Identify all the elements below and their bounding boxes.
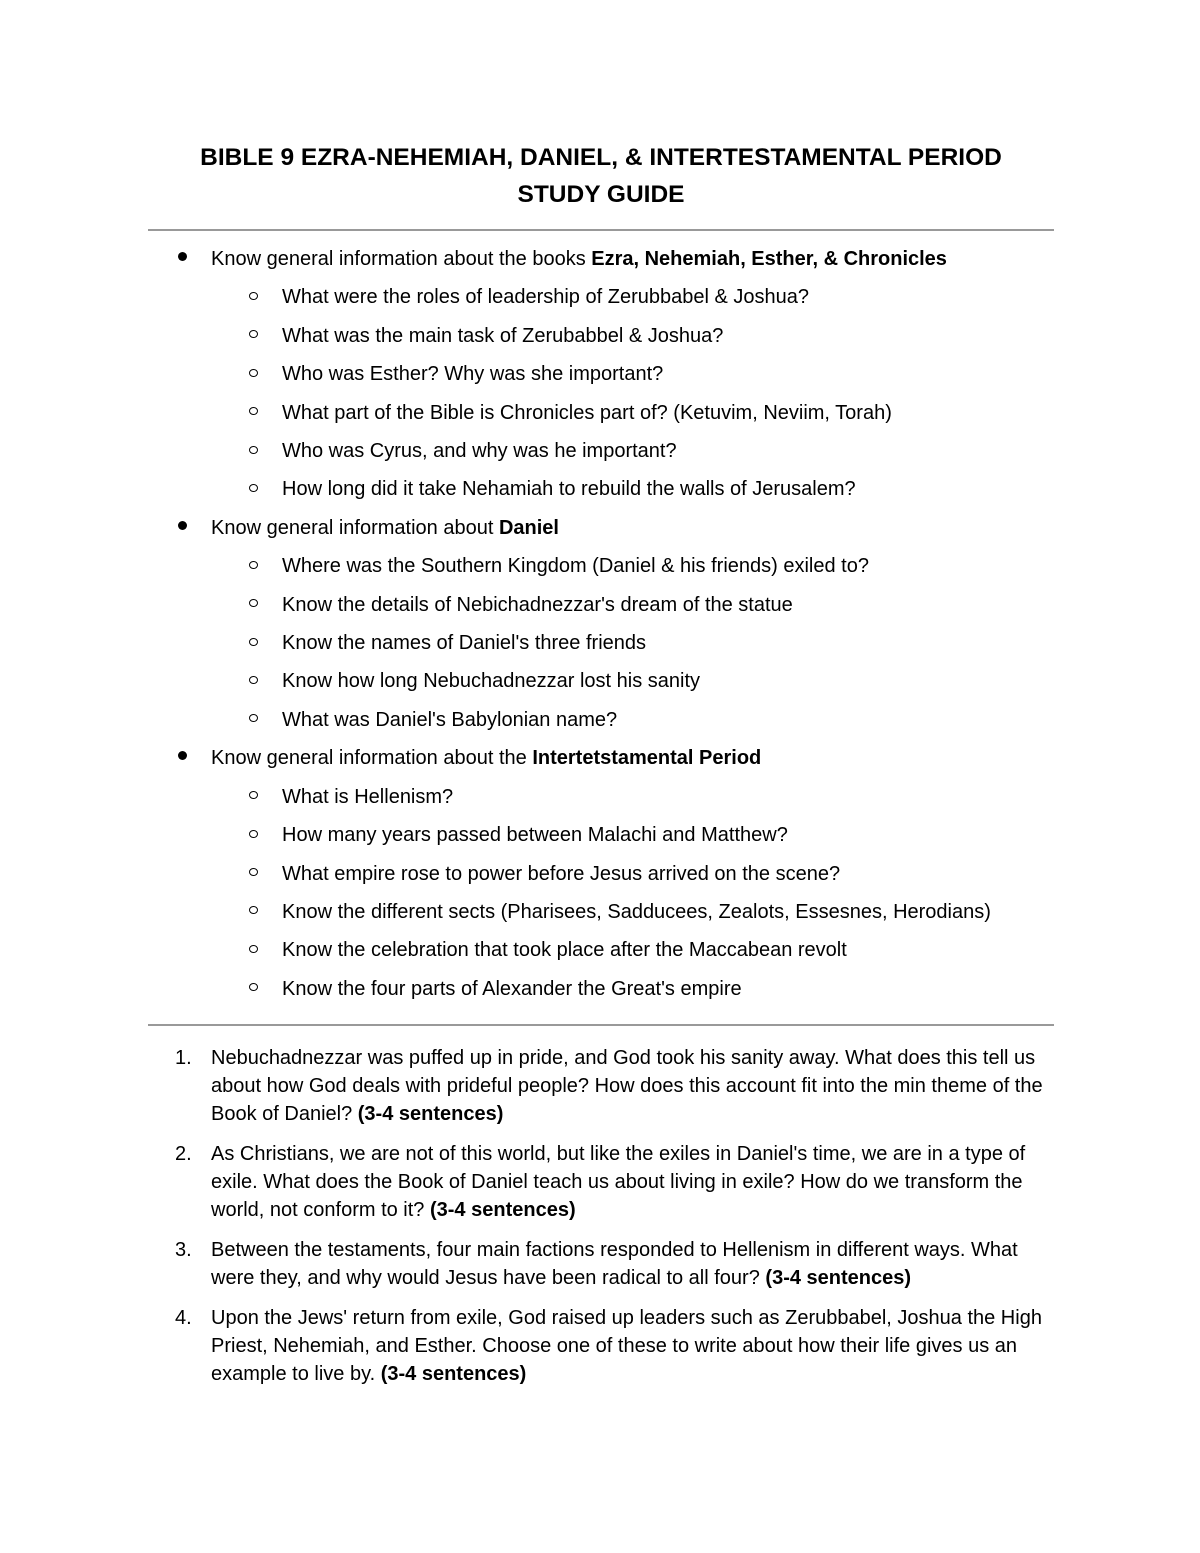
outline-subitem (148, 317, 1054, 355)
circle-bullet-icon (249, 906, 258, 914)
question-text: As Christians, we are not of this world, but like the exiles in Daniel's time, we are in a type of exile. What does the Book of Daniel teach us about living in exile? How do we transform the world, not conform to it? (211, 1143, 1026, 1221)
subitem-text: Who was Esther? Why was she important? (282, 363, 664, 386)
study-outline (148, 240, 1054, 1008)
outline-subitem (148, 470, 1054, 508)
page-title (148, 139, 1054, 213)
outline-subitem (148, 432, 1054, 470)
horizontal-rule-top (148, 229, 1054, 231)
outline-subitem (148, 586, 1054, 624)
subitem-text: Know the four parts of Alexander the Great's empire (282, 977, 742, 1000)
circle-bullet-icon (249, 446, 258, 454)
circle-bullet-icon (249, 983, 258, 991)
subitem-text: Know the names of Daniel's three friends (282, 632, 647, 655)
question-requirement: (3-4 sentences) (357, 1103, 504, 1125)
outline-item-bold: Ezra, Nehemiah, Esther, & Chronicles (591, 248, 947, 270)
circle-bullet-icon (249, 369, 258, 377)
question-requirement: (3-4 sentences) (380, 1363, 527, 1385)
subitem-text: Know the celebration that took place after the Maccabean revolt (282, 939, 847, 962)
circle-bullet-icon (249, 330, 258, 338)
question-number: 1. (175, 1047, 192, 1069)
subitem-text: What was the main task of Zerubabbel & Joshua? (282, 324, 724, 347)
title-line-2: STUDY GUIDE (517, 181, 685, 208)
outline-subitem (148, 893, 1054, 931)
title-line-1: BIBLE 9 EZRA-NEHEMIAH, DANIEL, & INTERTESTAMENTAL PERIOD (200, 144, 1002, 171)
essay-questions (148, 1044, 1054, 1400)
question-number: 4. (175, 1307, 192, 1329)
subitem-text: How many years passed between Malachi and Matthew? (282, 824, 788, 847)
subitem-text: Know how long Nebuchadnezzar lost his sanity (282, 670, 701, 693)
circle-bullet-icon (249, 945, 258, 953)
outline-subitem (148, 778, 1054, 816)
subitem-text: Where was the Southern Kingdom (Daniel & his friends) exiled to? (282, 555, 869, 578)
subitem-text: Know the details of Nebichadnezzar's dream of the statue (282, 593, 793, 616)
outline-item-books (148, 240, 1054, 278)
outline-subitem (148, 970, 1054, 1008)
bullet-icon (178, 252, 187, 261)
subitem-text: What is Hellenism? (282, 785, 454, 808)
question-item (148, 1236, 1054, 1292)
outline-subitem (148, 624, 1054, 662)
question-item (148, 1044, 1054, 1128)
circle-bullet-icon (249, 676, 258, 684)
outline-subitem (148, 701, 1054, 739)
outline-subitem (148, 278, 1054, 316)
outline-subitem (148, 394, 1054, 432)
subitem-text: What empire rose to power before Jesus arrived on the scene? (282, 862, 841, 885)
subitem-text: What were the roles of leadership of Zerubbabel & Joshua? (282, 286, 809, 309)
outline-item-bold: Intertetstamental Period (532, 747, 762, 770)
question-text: Between the testaments, four main factions responded to Hellenism in different ways. What were they, and why would Jesus have been radical to all four? (211, 1239, 1018, 1289)
question-number: 3. (175, 1239, 192, 1261)
subitem-text: What was Daniel's Babylonian name? (282, 708, 618, 731)
question-number: 2. (175, 1143, 192, 1165)
subitem-text: Know the different sects (Pharisees, Sadducees, Zealots, Essesnes, Herodians) (282, 900, 991, 923)
horizontal-rule-middle (148, 1024, 1054, 1026)
outline-item-text: Know general information about the books (211, 248, 592, 270)
subitem-text: How long did it take Nehamiah to rebuild the walls of Jerusalem? (282, 478, 856, 501)
outline-subitem (148, 355, 1054, 393)
circle-bullet-icon (249, 484, 258, 492)
outline-item-text: Know general information about the (211, 747, 533, 770)
bullet-icon (178, 521, 187, 530)
outline-item-daniel (148, 509, 1054, 547)
outline-item-text: Know general information about (211, 516, 499, 539)
circle-bullet-icon (249, 638, 258, 646)
question-requirement: (3-4 sentences) (765, 1267, 912, 1289)
subitem-text: What part of the Bible is Chronicles part of? (Ketuvim, Neviim, Torah) (282, 401, 892, 424)
outline-item-intertestamental (148, 739, 1054, 777)
question-text: Upon the Jews' return from exile, God raised up leaders such as Zerubbabel, Joshua the High Priest, Nehemiah, and Esther. Choose one of these to write about how their life gives us an example to live by. (211, 1307, 1042, 1385)
bullet-icon (178, 751, 187, 760)
circle-bullet-icon (249, 407, 258, 415)
circle-bullet-icon (249, 599, 258, 607)
circle-bullet-icon (249, 868, 258, 876)
outline-subitem (148, 662, 1054, 700)
outline-subitem (148, 931, 1054, 969)
circle-bullet-icon (249, 714, 258, 722)
outline-item-bold: Daniel (498, 516, 559, 539)
outline-subitem (148, 855, 1054, 893)
question-text: Nebuchadnezzar was puffed up in pride, and God took his sanity away. What does this tell us about how God deals with prideful people? How does this account fit into the min theme of the Book of Daniel? (211, 1047, 1043, 1125)
circle-bullet-icon (249, 830, 258, 838)
question-item (148, 1304, 1054, 1388)
question-requirement: (3-4 sentences) (429, 1199, 576, 1221)
outline-subitem (148, 547, 1054, 585)
subitem-text: Who was Cyrus, and why was he important? (282, 440, 677, 463)
circle-bullet-icon (249, 791, 258, 799)
question-item (148, 1140, 1054, 1224)
outline-subitem (148, 816, 1054, 854)
circle-bullet-icon (249, 561, 258, 569)
circle-bullet-icon (249, 292, 258, 300)
